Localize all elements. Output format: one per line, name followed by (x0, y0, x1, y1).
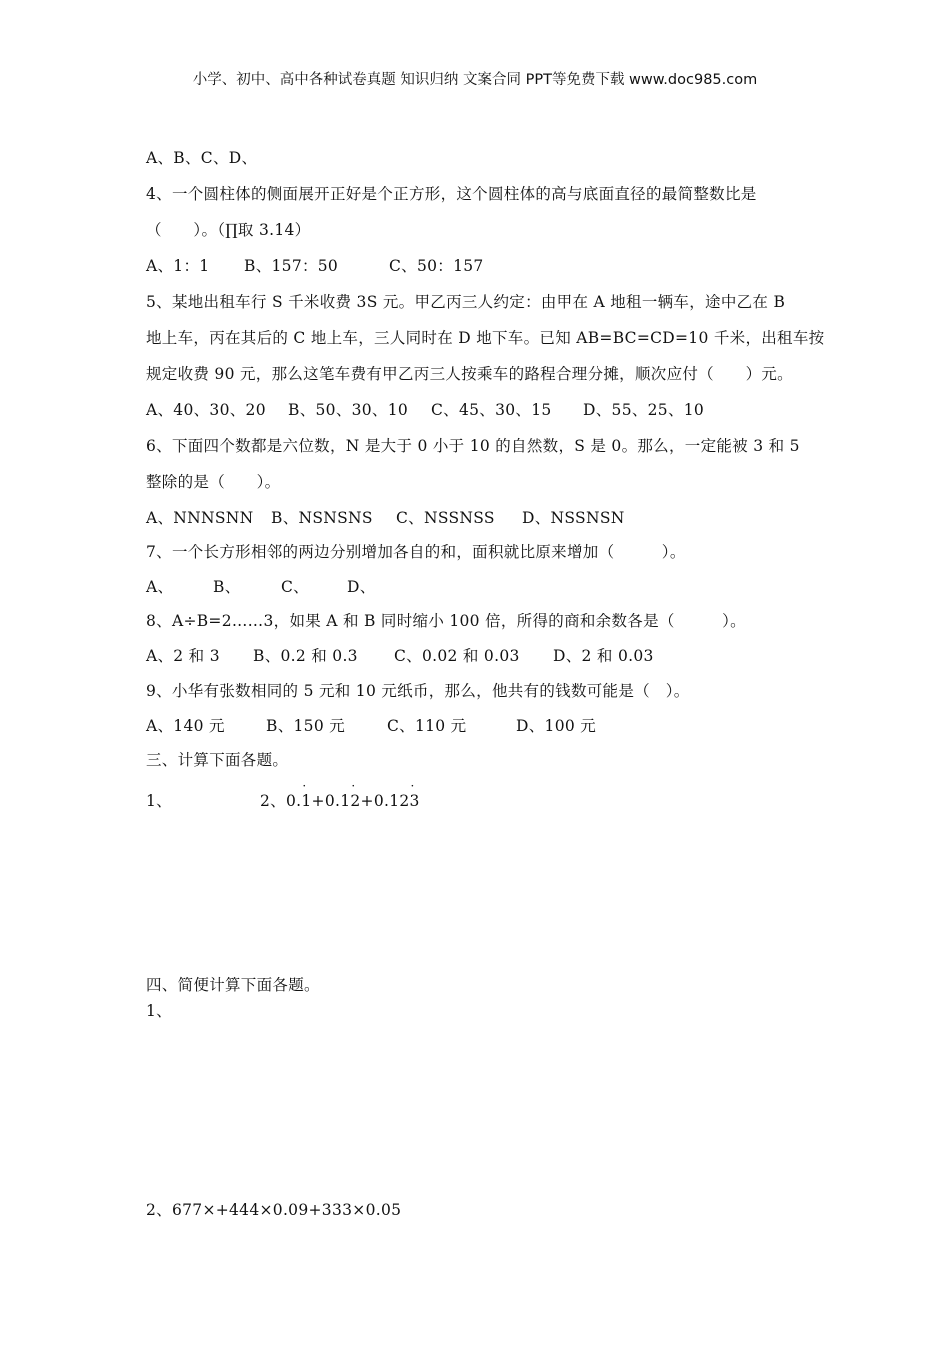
q7-option-a: A、 (146, 578, 174, 596)
q9-option-a: A、140 元 (146, 717, 225, 735)
section3-item2-mid2: +0.12 (360, 792, 410, 810)
section3-item2-mid: +0.1 (311, 792, 351, 810)
q8-option-c: C、0.02 和 0.03 (394, 647, 520, 665)
q5-text-line3: 规定收费 90 元，那么这笔车费有甲乙丙三人按乘车的路程合理分摊，顺次应付（ ）元。 (146, 365, 793, 383)
q8-options (146, 644, 654, 666)
q4-options (146, 254, 484, 276)
q6-option-c: C、NSSNSS (396, 509, 495, 527)
section3-item1: 1、 (146, 792, 172, 810)
q9-option-b: B、150 元 (266, 717, 346, 735)
q7-text-line1: 7、一个长方形相邻的两边分别增加各自的和，面积就比原来增加（ ）。 (146, 543, 686, 561)
q8-option-b: B、0.2 和 0.3 (253, 647, 358, 665)
section3-item2-prefix: 2、0. (260, 792, 302, 810)
q5-options (146, 398, 704, 420)
q6-options (146, 506, 625, 528)
section4-item1: 1、 (146, 1002, 172, 1020)
q9-option-d: D、100 元 (516, 717, 597, 735)
q9-option-c: C、110 元 (387, 717, 467, 735)
section4-item2: 2、677×+444×0.09+333×0.05 (146, 1201, 402, 1219)
q4-option-b: B、157：50 (244, 257, 339, 275)
q5-option-b: B、50、30、10 (288, 401, 409, 419)
page-header: 小学、初中、高中各种试卷真题 知识归纳 文案合同 PPT等免费下载 www.doc985.com (192, 72, 758, 88)
section3-title: 三、计算下面各题。 (146, 751, 289, 769)
q6-option-b: B、NSNSNS (271, 509, 373, 527)
q4-text-line1: 4、一个圆柱体的侧面展开正好是个正方形，这个圆柱体的高与底面直径的最简整数比是 (146, 185, 757, 203)
repeating-digit-3: · 3 (410, 792, 420, 810)
q7-option-b: B、 (213, 578, 241, 596)
q6-text-line2: 整除的是（ ）。 (146, 473, 281, 491)
q6-text-line1: 6、下面四个数都是六位数，N 是大于 0 小于 10 的自然数，S 是 0。那么，一定能被 3 和 5 (146, 437, 800, 455)
q8-text-line1: 8、A÷B=2……3，如果 A 和 B 同时缩小 100 倍，所得的商和余数各是（ ）。 (146, 612, 746, 630)
q4-option-c: C、50：157 (389, 257, 484, 275)
q7-option-d: D、 (347, 578, 376, 596)
section4-title: 四、简便计算下面各题。 (146, 976, 320, 994)
q8-option-a: A、2 和 3 (146, 647, 220, 665)
q3-options: A、B、C、D、 (146, 149, 258, 167)
q5-text-line2: 地上车，丙在其后的 C 地上车，三人同时在 D 地下车。已知 AB=BC=CD=10 千米，出租车按 (146, 329, 825, 347)
q6-option-a: A、NNNSNN (146, 509, 254, 527)
q4-option-a: A、1：1 (146, 257, 210, 275)
q5-text-line1: 5、某地出租车行 S 千米收费 3S 元。甲乙丙三人约定：由甲在 A 地租一辆车，途中乙在 B (146, 293, 786, 311)
q9-text-line1: 9、小华有张数相同的 5 元和 10 元纸币，那么，他共有的钱数可能是（ ）。 (146, 682, 690, 700)
q9-options (146, 714, 596, 736)
repeating-digit-2: · 2 (350, 792, 360, 810)
q6-option-d: D、NSSNSN (522, 509, 625, 527)
q4-text-line2: （ ）。（∏取 3.14） (146, 221, 311, 239)
q7-options (146, 575, 376, 597)
q8-option-d: D、2 和 0.03 (553, 647, 654, 665)
q5-option-c: C、45、30、15 (431, 401, 552, 419)
repeating-digit-1: · 1 (301, 792, 311, 810)
q5-option-d: D、55、25、10 (583, 401, 705, 419)
q5-option-a: A、40、30、20 (146, 401, 266, 419)
section3-items (146, 789, 420, 811)
q7-option-c: C、 (281, 578, 309, 596)
